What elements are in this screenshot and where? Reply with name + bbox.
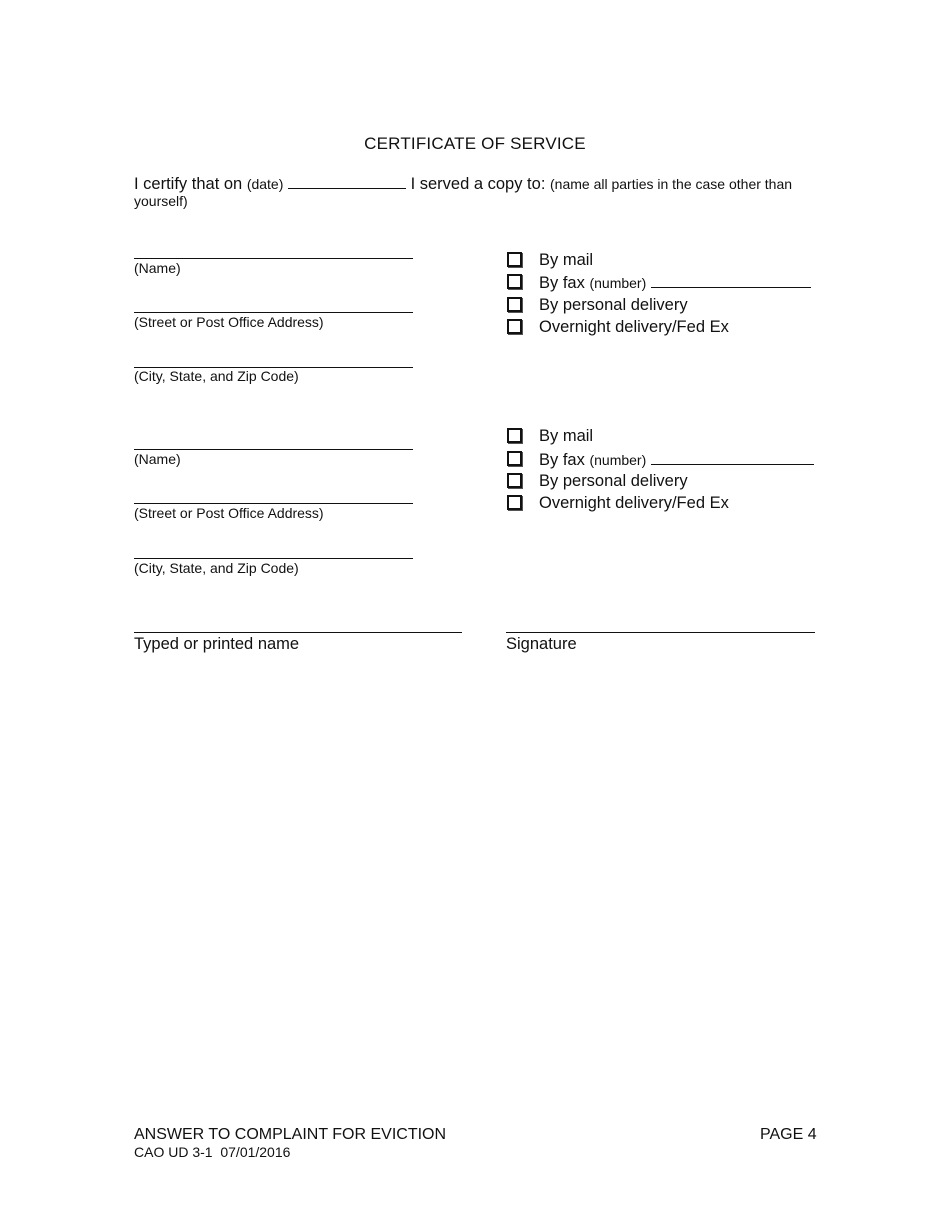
party2-city-field[interactable] xyxy=(134,558,413,559)
party2-fax-number-field[interactable] xyxy=(651,450,814,465)
party2-by-fax-checkbox[interactable] xyxy=(507,451,522,466)
signature-field[interactable] xyxy=(506,632,815,633)
typed-name-label: Typed or printed name xyxy=(134,635,300,653)
date-field[interactable] xyxy=(288,174,406,189)
footer-page-number: PAGE 4 xyxy=(760,1126,817,1143)
party1-fax-number-field[interactable] xyxy=(651,273,811,288)
party2-by-fax-label: By fax xyxy=(539,451,585,469)
party1-overnight-label: Overnight delivery/Fed Ex xyxy=(539,318,729,336)
party1-street-label: (Street or Post Office Address) xyxy=(134,314,324,330)
page-title: CERTIFICATE OF SERVICE xyxy=(364,134,586,153)
party1-fax-hint: (number) xyxy=(589,275,647,291)
certify-text: I certify that on xyxy=(134,175,243,193)
party1-city-label: (City, State, and Zip Code) xyxy=(134,368,299,384)
party2-personal-delivery-checkbox[interactable] xyxy=(507,473,522,488)
party1-by-fax-checkbox[interactable] xyxy=(507,274,522,289)
parties-hint-continued: yourself) xyxy=(134,193,188,209)
party2-name-field[interactable] xyxy=(134,449,413,450)
date-hint: (date) xyxy=(246,176,284,192)
party2-by-mail-checkbox[interactable] xyxy=(507,428,522,443)
signature-label: Signature xyxy=(506,635,577,653)
party2-name-label: (Name) xyxy=(134,451,181,467)
certify-statement xyxy=(134,174,832,193)
party2-street-label: (Street or Post Office Address) xyxy=(134,505,324,521)
party1-personal-delivery-checkbox[interactable] xyxy=(507,297,522,312)
party2-personal-delivery-label: By personal delivery xyxy=(539,472,688,490)
party1-name-label: (Name) xyxy=(134,260,181,276)
party1-by-mail-label: By mail xyxy=(539,251,594,269)
served-text: I served a copy to: xyxy=(410,175,546,193)
party2-overnight-checkbox[interactable] xyxy=(507,495,522,510)
party2-overnight-label: Overnight delivery/Fed Ex xyxy=(539,494,729,512)
party1-name-field[interactable] xyxy=(134,258,413,259)
footer-form-title: ANSWER TO COMPLAINT FOR EVICTION xyxy=(134,1126,447,1143)
footer-form-code: CAO UD 3-1 07/01/2016 xyxy=(134,1144,291,1160)
party1-overnight-checkbox[interactable] xyxy=(507,319,522,334)
party2-by-mail-label: By mail xyxy=(539,427,594,445)
party1-by-fax-label: By fax xyxy=(539,274,585,292)
parties-hint: (name all parties in the case other than xyxy=(550,176,793,192)
party1-street-field[interactable] xyxy=(134,312,413,313)
party1-by-mail-checkbox[interactable] xyxy=(507,252,522,267)
party2-street-field[interactable] xyxy=(134,503,413,504)
party2-fax-hint: (number) xyxy=(589,452,647,468)
party2-city-label: (City, State, and Zip Code) xyxy=(134,560,299,576)
typed-name-field[interactable] xyxy=(134,632,462,633)
party1-personal-delivery-label: By personal delivery xyxy=(539,296,688,314)
